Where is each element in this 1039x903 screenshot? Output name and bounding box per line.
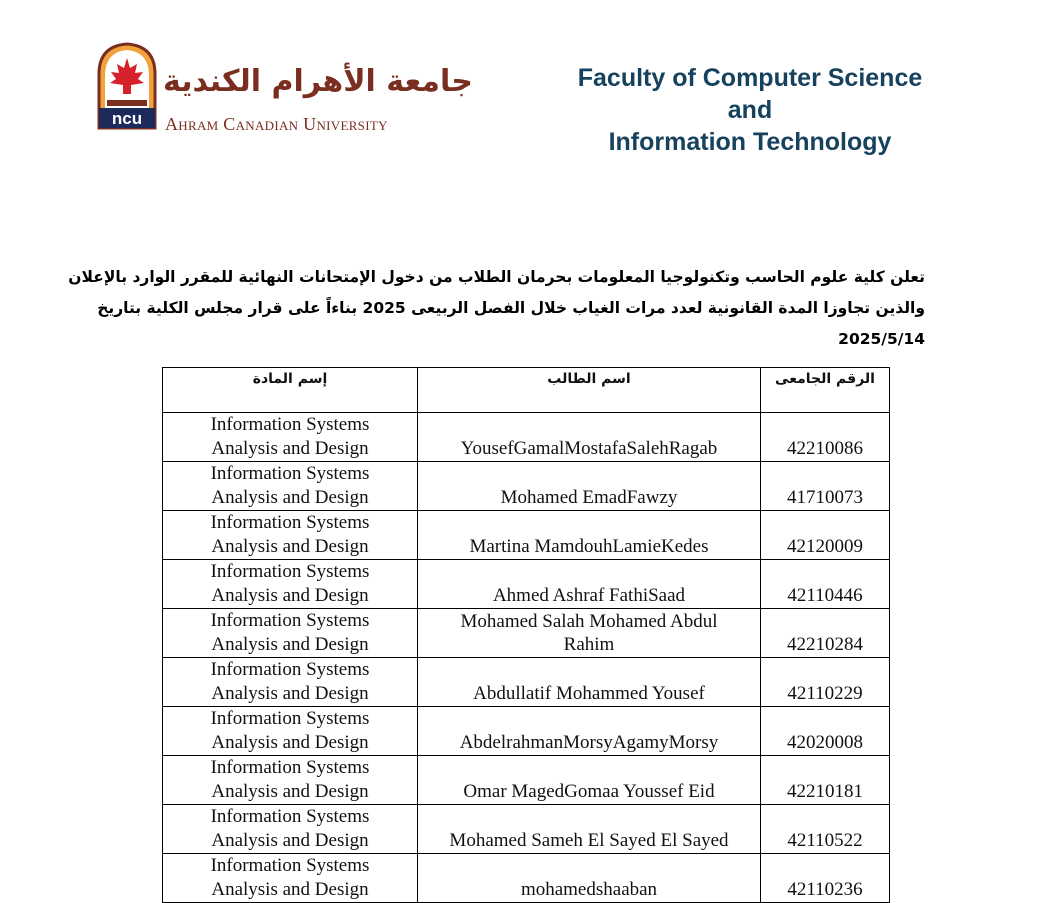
student-name-cell: YousefGamalMostafaSalehRagab	[418, 413, 761, 462]
course-name-line2: Analysis and Design	[211, 585, 369, 606]
course-name-line1: Information Systems	[210, 855, 370, 876]
course-name-cell	[163, 805, 418, 854]
student-name-cell: Omar MagedGomaa Youssef Eid	[418, 756, 761, 805]
student-id-cell: 42020008	[761, 707, 890, 756]
course-name-line1: Information Systems	[210, 757, 370, 778]
course-name-line1: Information Systems	[210, 463, 370, 484]
university-emblem-icon	[95, 40, 159, 132]
course-name-line2: Analysis and Design	[211, 830, 369, 851]
course-name-cell	[163, 854, 418, 903]
university-arabic-name: جامعة الأهرام الكندية	[163, 64, 473, 99]
course-name-line1: Information Systems	[210, 561, 370, 582]
course-name-line1: Information Systems	[210, 806, 370, 827]
course-name-cell	[163, 756, 418, 805]
course-name-cell	[163, 462, 418, 511]
course-name-line2: Analysis and Design	[211, 683, 369, 704]
course-name-cell	[163, 707, 418, 756]
course-name-line2: Analysis and Design	[211, 879, 369, 900]
course-name-cell	[163, 511, 418, 560]
table-row	[163, 413, 890, 462]
table-row	[163, 462, 890, 511]
course-name-cell	[163, 658, 418, 707]
student-id-cell: 42110236	[761, 854, 890, 903]
student-id-cell: 42110229	[761, 658, 890, 707]
student-id-cell: 41710073	[761, 462, 890, 511]
student-id-cell: 42110446	[761, 560, 890, 609]
logo-badge-text: ncu	[111, 109, 143, 128]
student-name-cell: AbdelrahmanMorsyAgamyMorsy	[418, 707, 761, 756]
course-name-cell	[163, 609, 418, 658]
course-name-line2: Analysis and Design	[211, 536, 369, 557]
student-id-cell: 42210086	[761, 413, 890, 462]
student-name-cell: Abdullatif Mohammed Yousef	[418, 658, 761, 707]
course-name-line2: Analysis and Design	[211, 487, 369, 508]
header-course-name: إسم المادة	[163, 368, 418, 413]
student-id-cell: 42210181	[761, 756, 890, 805]
course-name-line2: Analysis and Design	[211, 732, 369, 753]
student-id-cell: 42210284	[761, 609, 890, 658]
table-row	[163, 756, 890, 805]
table-row	[163, 609, 890, 658]
deprived-students-table	[162, 367, 890, 903]
table-row	[163, 511, 890, 560]
announcement-text	[68, 262, 925, 355]
course-name-cell	[163, 560, 418, 609]
announcement-line3: 2025/5/14	[838, 330, 925, 348]
table-row	[163, 854, 890, 903]
course-name-line1: Information Systems	[210, 659, 370, 680]
faculty-title-line2: and	[727, 96, 773, 124]
university-english-name: Ahram Canadian University	[165, 114, 388, 134]
student-name-cell: Mohamed EmadFawzy	[418, 462, 761, 511]
course-name-line1: Information Systems	[210, 708, 370, 729]
course-name-line2: Analysis and Design	[211, 438, 369, 459]
student-name-cell: Ahmed Ashraf FathiSaad	[418, 560, 761, 609]
student-id-cell: 42120009	[761, 511, 890, 560]
announcement-line2: والذين تجاوزا المدة القانونية لعدد مرات الغياب خلال الفصل الربيعى 2025 بناءاً على قرار مجلس الكلية بتاريخ	[97, 299, 925, 317]
student-name-cell: Mohamed Sameh El Sayed El Sayed	[418, 805, 761, 854]
table-row	[163, 707, 890, 756]
course-name-line2: Analysis and Design	[211, 634, 369, 655]
course-name-line1: Information Systems	[210, 610, 370, 631]
course-name-cell	[163, 413, 418, 462]
course-name-line1: Information Systems	[210, 512, 370, 533]
course-name-line2: Analysis and Design	[211, 781, 369, 802]
table-row	[163, 560, 890, 609]
student-name-cell: Martina MamdouhLamieKedes	[418, 511, 761, 560]
faculty-title-line3: Information Technology	[608, 128, 892, 156]
course-name-line1: Information Systems	[210, 414, 370, 435]
table-row	[163, 805, 890, 854]
table-header-row	[163, 368, 890, 413]
student-id-cell: 42110522	[761, 805, 890, 854]
announcement-line1: تعلن كلية علوم الحاسب وتكنولوجيا المعلومات بحرمان الطلاب من دخول الإمتحانات النهائية للمقرر الوارد بالإعلان	[68, 268, 925, 286]
university-logo	[95, 40, 473, 135]
table-row	[163, 658, 890, 707]
faculty-title	[540, 62, 960, 158]
header-student-name: اسم الطالب	[418, 368, 761, 413]
faculty-title-line1: Faculty of Computer Science	[577, 64, 923, 92]
header-student-id: الرقم الجامعى	[761, 368, 890, 413]
student-name-cell: Mohamed Salah Mohamed Abdul Rahim	[418, 609, 761, 658]
student-name-cell: mohamedshaaban	[418, 854, 761, 903]
